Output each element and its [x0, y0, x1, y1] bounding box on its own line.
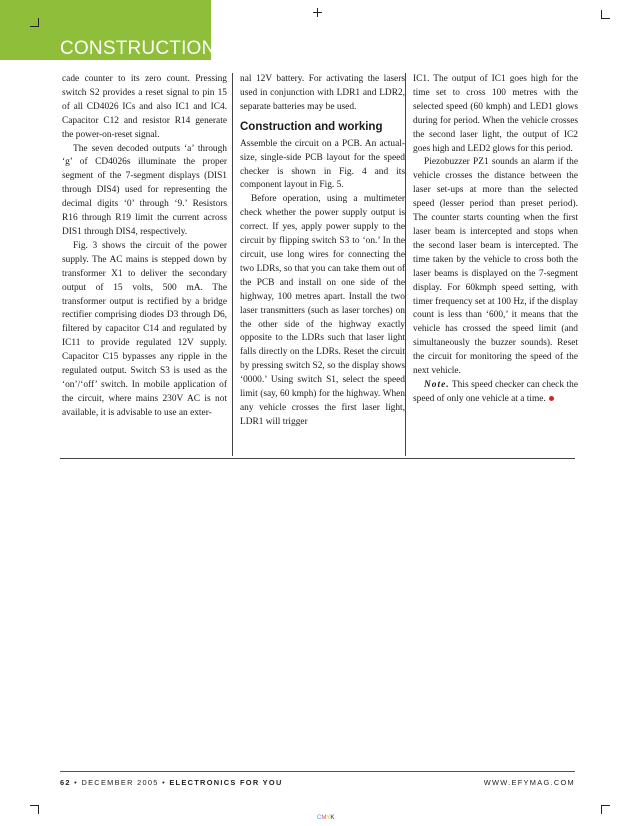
cmyk-c: C: [317, 815, 322, 821]
paragraph: Assemble the circuit on a PCB. An actual-size, single-side PCB layout for the speed checker is shown in Fig. 4 and its component layout in Fig. 5.: [240, 138, 405, 191]
website-url: WWW.EFYMAG.COM: [483, 778, 575, 787]
registration-mark-top: [313, 8, 322, 17]
note-text: This speed checker can check the speed of only one vehicle at a time.: [413, 379, 578, 404]
note-paragraph: [413, 379, 578, 407]
article-end-rule: [60, 458, 575, 459]
paragraph: Fig. 3 shows the circuit of the power supply. The AC mains is stepped down by transformer X1 to deliver the secondary output of 15 volts, 500 mA. The transformer output is rectified by a bridge rectifier comprising diodes D3 through D6, filtered by capacitor C14 and regulated by IC11 to provide regulated 12V supply. Capacitor C15 bypasses any ripple in the regulated output. Switch S3 is used as the ‘on’/‘off’ switch. In mobile application of the circuit, where mains 230V AC is not available, it is advisable to use an exter-: [62, 240, 227, 418]
paragraph: IC1. The output of IC1 goes high for the time set to cross 100 metres with the selected speed (60 kmph) and LED1 glows during for period. When the vehicle crosses the second laser light, the output of IC2 goes high and LED2 glows for this period.: [413, 74, 578, 154]
section-title: CONSTRUCTION: [60, 38, 216, 59]
paragraph: Piezobuzzer PZ1 sounds an alarm if the vehicle crosses the distance between the laser set-ups at more than the selected speed (lesser period than preset period). The counter starts counting when the first laser beam is intercepted and stops when the second laser beam is intercepted. The time taken by the vehicle to cross both the laser beams is displayed on the 7-segment display. For 60kmph speed setting, with timer frequency set at 100 Hz, if the display count is less than ‘600,’ it means that the vehicle has crossed the speed limit (and simultaneously the buzzer sounds). Reset the circuit for monitoring the speed of the next vehicle.: [413, 157, 578, 377]
column-3: [413, 73, 578, 407]
column-1: [62, 73, 227, 421]
page-number: 62: [60, 778, 71, 787]
paragraph: The seven decoded outputs ‘a’ through ‘g’ of CD4026s illuminate the proper segment of the 7-segment displays (DIS1 through DIS4) used for representing the decimal digits ‘0’ through ‘9.’ Resistors R16 through R19 limit the current across DIS1 through DIS4, respectively.: [62, 143, 227, 237]
paragraph: Before operation, using a multimeter check whether the power supply output is correct. If yes, apply power supply to the circuit by flipping switch S3 to ‘on.’ In the circuit, use long wires for connecting the two LDRs, so that you can take them out of the PCB and install on one side of the highway, 100 metres apart. Install the two laser transmitters (such as laser torches) on the other side of the highway exactly opposite to the LDRs such that laser light falls directly on the LDRs. Reset the circuit by pressing switch S2, so the display shows ‘0000.’ Using switch S1, select the speed limit (say, 60 kmph) for the highway. When any vehicle crosses the first laser light, LDR1 will trigger: [240, 194, 405, 427]
cmyk-y: Y: [326, 815, 331, 821]
column-divider: [232, 73, 233, 456]
cmyk-k: K: [330, 815, 335, 821]
cmyk-color-bar: [317, 814, 334, 822]
crop-mark-bottom-left: [30, 805, 39, 814]
footer-separator: •: [70, 778, 82, 787]
cmyk-m: M: [321, 815, 327, 821]
note-lead: Note.: [424, 379, 450, 390]
crop-mark-top-right: [601, 10, 610, 19]
column-divider: [405, 73, 406, 456]
footer-folio: [60, 777, 283, 789]
paragraph: cade counter to its zero count. Pressing switch S2 provides a reset signal to pin 15 of all CD4026 ICs and also IC1 and IC4. Capacitor C12 and resistor R14 generate the power-on-reset signal.: [62, 74, 227, 140]
footer-rule: [60, 771, 575, 772]
column-2: [240, 73, 405, 430]
footer-separator: •: [158, 778, 170, 787]
crop-mark-top-left: [30, 18, 39, 27]
end-of-article-icon: [549, 396, 554, 401]
section-heading: Construction and working: [240, 120, 383, 133]
issue-date: DECEMBER 2005: [81, 778, 159, 787]
paragraph: nal 12V battery. For activating the lasers used in conjunction with LDR1 and LDR2, separate batteries may be used.: [240, 74, 405, 112]
crop-mark-bottom-right: [601, 805, 610, 814]
magazine-name: ELECTRONICS FOR YOU: [169, 778, 283, 787]
